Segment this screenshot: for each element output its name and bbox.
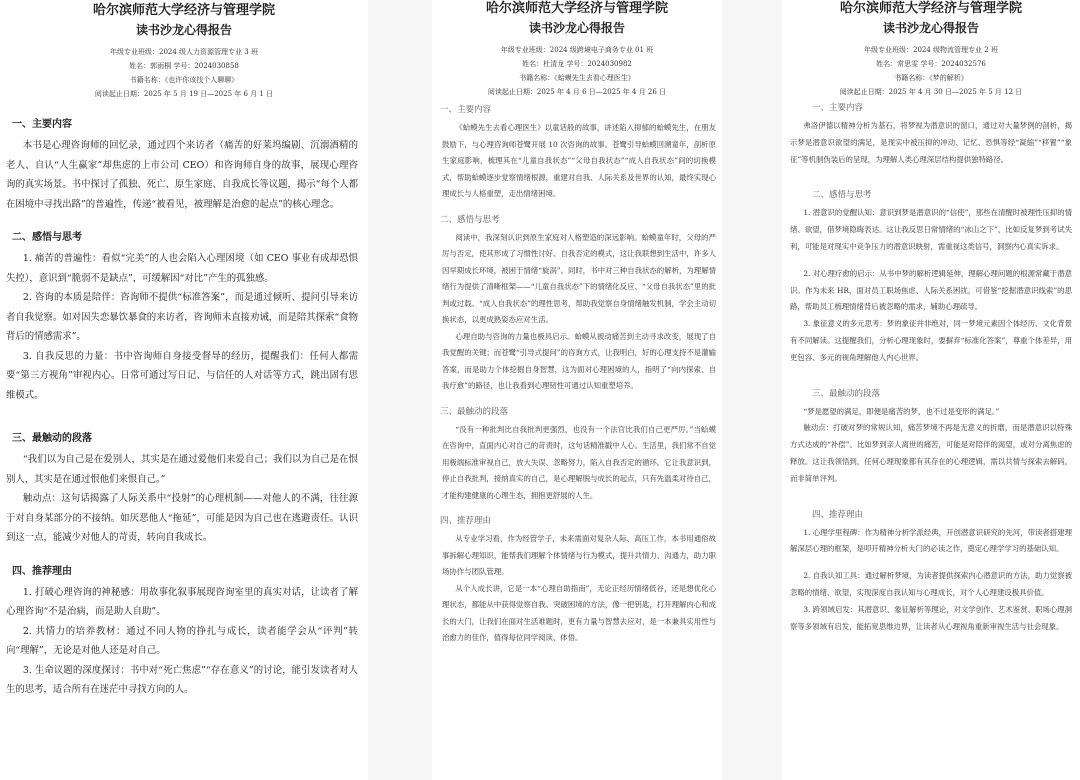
section-heading: 四、推荐理由 (440, 516, 492, 526)
page-gap (368, 0, 432, 780)
section-heading: 二、感悟与思考 (440, 214, 500, 225)
meta-class: 年级专业班级：2024 级人力资源管理专业 3 班 (110, 48, 258, 56)
paragraph: “没有一种批判比自我批判更强烈，也没有一个法官比我们自己更严厉。”当蛤蟆在咨询中，直面内心对自己的苛责时，这句话精准戳中人心。生活里，我们常不自觉用极端标准审视自己，放大失误、忽略努力，陷入自我否定的循环。它让我意识到，停止自我批判，接纳真实的自己，是心理解脱与成长的起点，只有先温柔对待自己，才能构建健康的心理生态，拥抱更舒展的人生。 (442, 424, 716, 500)
meta-dates: 阅读起止日期：2025 年 5 月 19 日—2025 年 6 月 1 日 (94, 90, 274, 98)
paragraph: 《蛤蟆先生去看心理医生》以童话般的故事，讲述陷入抑郁的蛤蟆先生，在朋友鼓励下，与心理咨询师苍鹭开展 10 次咨询的故事。苍鹭引导蛤蟆回溯童年，剖析原生家庭影响，梳理其在“儿童自我状态”“父母自我状态”“成人自我状态”间的切换模式，帮助蛤蟆逐步觉察情绪根源，重建对自我、人际关系及世界的认知，最终实现心理成长与人格重塑，走出情绪困境。 (442, 123, 716, 198)
paragraph: 1. 心理学里程碑：作为精神分析学派经典，开创潜意识研究的先河，带读者搭建理解深层心理的框架，是叩开精神分析大门的必读之作，奠定心理学学习的基础认知。 (790, 527, 1072, 554)
meta-book: 书籍名称：《梦的解析》 (894, 74, 968, 82)
paragraph: 本书是心理咨询师的回忆录，通过四个来访者（痛苦的好莱坞编剧、沉溺酒精的老人、自认“人生赢家”却焦虑的上市公司 CEO）和咨询师自身的故事，展现心理咨询的真实场景。书中探讨了孤独、死亡、原生家庭、自我成长等议题，揭示“每个人都在困境中寻找出路”的普遍性，传递“被看见，被理解是治愈的起点”的核心理念。 (6, 140, 358, 210)
paragraph: 3. 象征意义的多元思考：梦的象征并非绝对，同一梦境元素因个体经历、文化背景有不同解读。这提醒我们，分析心理现象时，要摒弃“标准化答案”，尊重个体差异，用更包容、多元的视角理解他人内心世界。 (790, 319, 1072, 362)
report-title: 读书沙龙心得报告 (882, 21, 979, 35)
section-heading: 三、最触动的段落 (812, 388, 881, 399)
paragraph: 1. 潜意识的觉醒认知：意识到梦是潜意识的“信使”，那些在清醒时被理性压抑的情绪、欲望，借梦境隐晦表达。这让我反思日常情绪的“冰山之下”，比如反复梦到考试失利，可能是对现实中竞争压力的潜意识映射，需重视这类信号，洞察内心真实诉求。 (790, 208, 1072, 251)
paragraph: 触动点：打破对梦的常规认知，痛苦梦境不再是无意义的折磨，而是潜意识以特殊方式达成的“补偿”。比如梦到亲人离世的痛苦，可能是对陪伴的渴望，或对分离焦虑的释放。这让我领悟到，任何心理现象都有其存在的心理逻辑，需以共情与探索去解码，而非简单评判。 (790, 423, 1072, 483)
school-name: 哈尔滨师范大学经济与管理学院 (92, 3, 275, 18)
paragraph: 弗洛伊德以精神分析为基石，将梦视为潜意识的窗口，通过对大量梦例的剖析，揭示梦是潜意识欲望的满足，是现实中被压抑的冲动、记忆、恐惧等经“凝缩”“移置”“象征”等机制伪装后的呈现，为理解人类心理深层结构提供独特路径。 (790, 121, 1072, 164)
meta-book: 书籍名称：《蛤蟆先生去看心理医生》 (519, 74, 635, 82)
section-heading: 一、主要内容 (12, 119, 72, 130)
paragraph: 从专业学习看，作为经管学子，未来需面对复杂人际、高压工作，本书用通俗故事拆解心理知识，能帮我们理解个体情绪与行为模式，提升共情力、沟通力，助力职场协作与团队管理。 (442, 534, 716, 576)
paragraph: 阅读中，我深刻认识到原生家庭对人格塑造的深远影响。蛤蟆童年时，父母的严厉与否定，使其形成了习惯性讨好、自我否定的模式，这让我联想到生活中，许多人因早期成长环境，被困于情绪“旋涡”。同时，书中对三种自我状态的解析，为理解情绪行为提供了清晰框架——“儿童自我状态”下的情绪化反应、“父母自我状态”里的批判或过载、“成人自我状态”的理性思考，帮助我觉察自身情绪触发机制，学会主动切换状态，以更成熟姿态应对生活。 (442, 232, 716, 324)
quote-paragraph: “梦是愿望的满足，即便是痛苦的梦，也不过是变形的满足。” (803, 406, 1000, 416)
section-heading: 二、感悟与思考 (812, 190, 872, 201)
paragraph: 2. 自我认知工具：通过解析梦境，为读者提供探索内心潜意识的方法，助力觉察被忽略的情绪、欲望，实现深度自我认知与心理成长，对个人心理建设极具价值。 (790, 571, 1072, 597)
paragraph: 3. 生命议题的深度探讨：书中对“死亡焦虑”“存在意义”的讨论，能引发读者对人生的思考，适合所有在迷茫中寻找方向的人。 (6, 664, 358, 695)
section-heading: 四、推荐理由 (12, 565, 72, 577)
section-heading: 一、主要内容 (440, 105, 492, 115)
meta-class: 年级专业班级：2024 级物流管理专业 2 班 (864, 46, 998, 54)
section-heading: 四、推荐理由 (812, 509, 864, 520)
school-name: 哈尔滨师范大学经济与管理学院 (485, 1, 668, 16)
meta-student: 姓名：杜清龙 学号：2024030982 (522, 60, 632, 68)
paragraph: 1. 打破心理咨询的神秘感：用故事化叙事展现咨询室里的真实对话，让读者了解心理咨询“不是治病，而是助人自助”。 (6, 586, 358, 617)
meta-book: 书籍名称：《也许你该找个人聊聊》 (129, 76, 239, 84)
report-page-2 (432, 0, 722, 780)
page-gap (722, 0, 782, 780)
report-page-1 (0, 0, 368, 780)
section-heading: 三、最触动的段落 (12, 433, 92, 444)
paragraph: 2. 共情力的培养教材：通过不同人物的挣扎与成长，读者能学会从“评判”转向“理解”，无论是对他人还是对自己。 (6, 625, 358, 656)
report-page-3 (782, 0, 1080, 780)
quote-paragraph: “我们以为自己是在爱别人，其实是在通过爱他们来爱自己；我们以为自己是在恨别人，其实是在通过恨他们来恨自己。” (6, 454, 358, 485)
paragraph: 3. 跨领域启发：其潜意识、象征解析等理论，对文学创作、艺术鉴赏、职场心理洞察等多领域有启发，能拓宽思维边界，让读者从心理视角重新审视生活与社会现象。 (790, 604, 1072, 631)
meta-dates: 阅读起止日期：2025 年 4 月 6 日—2025 年 4 月 26 日 (487, 88, 667, 96)
paragraph: 1. 痛苦的普遍性：看似“完美”的人也会陷入心理困境（如 CEO 事业有成却恐惧失控），意识到“脆弱不是缺点”，可缓解因“对比”产生的孤独感。 (6, 253, 358, 284)
section-heading: 二、感悟与思考 (12, 232, 82, 243)
meta-class: 年级专业班级：2024 级跨境电子商务专业 01 班 (500, 46, 654, 54)
meta-student: 姓名：常思雯 学号：2024032576 (876, 60, 986, 68)
report-title: 读书沙龙心得报告 (135, 23, 232, 37)
paragraph: 触动点：这句话揭露了人际关系中“投射”的心理机制——对他人的不满，往往源于对自身某部分的不接纳。如厌恶他人“拖延”，可能是因为自己也在逃避责任。认识到这一点，能减少对他人的苛责，转向自我成长。 (6, 493, 358, 543)
paragraph: 从个人成长讲，它是一本“心理自助指南”，无论正经历情绪低谷，还是想优化心理状态，都能从中获得觉察自我、突破困境的方法，像一把钥匙，打开理解内心和成长的大门，让我们在面对生活难题时，更有力量与智慧去应对，是一本兼具实用性与治愈力的佳作，值得每位同学阅读、体悟。 (442, 583, 716, 642)
section-heading: 三、最触动的段落 (440, 406, 509, 417)
meta-dates: 阅读起止日期：2025 年 4 月 30 日—2025 年 5 月 12 日 (839, 88, 1023, 96)
paragraph: 心理自助与咨询的力量也极具启示。蛤蟆从被动痛苦到主动寻求改变，展现了自我觉醒的关键；而苍鹭“引导式提问”的咨询方式，让我明白，好的心理支持不是灌输答案，而是助力个体挖掘自身智慧，这为面对心理困境的人，指明了“向内探索、自我疗愈”的路径，也让我看到心理韧性可通过认知重塑培养。 (442, 331, 716, 390)
report-title: 读书沙龙心得报告 (528, 21, 625, 35)
paragraph: 2. 咨询的本质是陪伴：咨询师不提供“标准答案”，而是通过倾听、提问引导来访者自我觉察。如对因失恋暴饮暴食的来访者，咨询师未直接劝诫，而是陪其探索“食物背后的情感需求”。 (6, 292, 358, 342)
school-name: 哈尔滨师范大学经济与管理学院 (839, 1, 1022, 16)
section-heading: 一、主要内容 (812, 103, 864, 113)
paragraph: 2. 对心理疗愈的启示：从书中梦的解析逻辑延伸，理解心理问题的根源常藏于潜意识。作为未来 HR，面对员工职场焦虑、人际关系困扰，可借鉴“挖掘潜意识线索”的思路，帮助员工梳理情绪背后被忽略的需求，辅助心理疏导。 (790, 268, 1072, 312)
paragraph: 3. 自我反思的力量：书中咨询师自身接受督导的经历，提醒我们：任何人都需要“第三方视角”审视内心。日常可通过写日记、与信任的人对话等方式，跳出固有思维模式。 (6, 350, 358, 401)
meta-student: 姓名：郭雨桐 学号：2024030858 (129, 62, 239, 70)
